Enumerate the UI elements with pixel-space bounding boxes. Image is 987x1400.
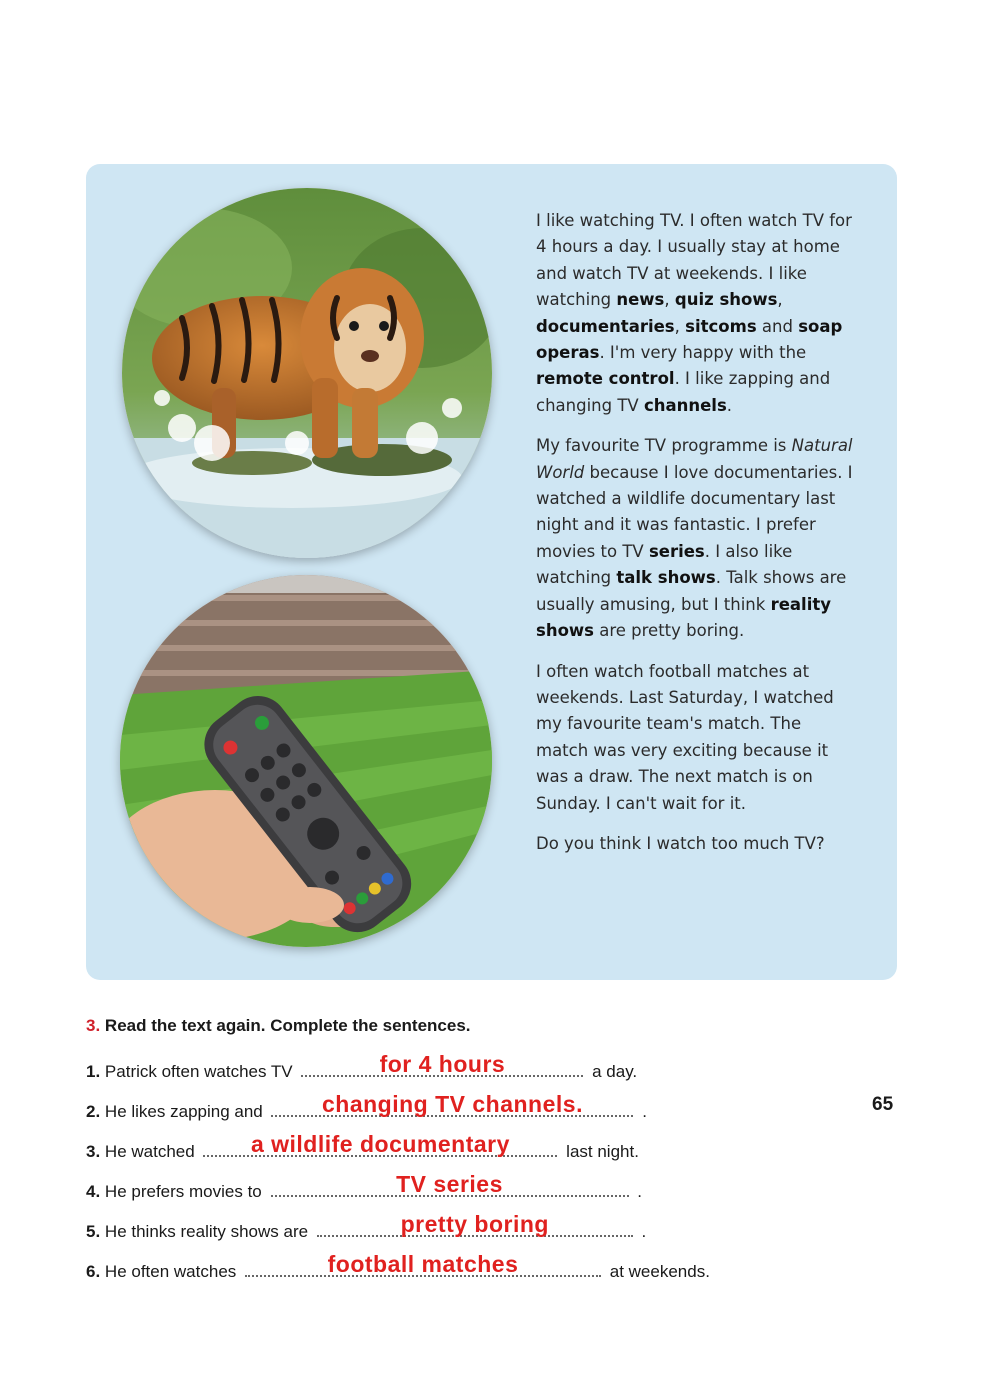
paragraph-1: I like watching TV. I often watch TV for 4 hours a day. I usually stay at home and watch TV at weekends. I like watching news, quiz shows, documentaries, sitcoms and soap operas. I'm very happy with the remote control. I like zapping and changing TV channels. bbox=[536, 211, 852, 415]
remote-control-photo bbox=[120, 575, 492, 947]
paragraph-4: Do you think I watch too much TV? bbox=[536, 833, 825, 853]
exercise-item-1: 1. Patrick often watches TV for 4 hours a day. bbox=[86, 1051, 638, 1081]
answer-text: changing TV channels. bbox=[321, 1091, 583, 1117]
exercise-heading bbox=[86, 1016, 471, 1036]
exercise-item-5: 5. He thinks reality shows are pretty boring . bbox=[86, 1211, 647, 1241]
answer-text: TV series bbox=[396, 1171, 503, 1197]
reading-text bbox=[536, 208, 856, 871]
answer-text: for 4 hours bbox=[379, 1051, 506, 1077]
paragraph-3: I often watch football matches at weekends. Last Saturday, I watched my favourite team's match. The match was very exciting because it was a draw. The next match is on Sunday. I can't wait for it. bbox=[536, 661, 834, 813]
exercise-item-4: 4. He prefers movies to TV series . bbox=[86, 1171, 642, 1201]
answer-text: football matches bbox=[327, 1251, 519, 1277]
paragraph-2: My favourite TV programme is Natural World because I love documentaries. I watched a wildlife documentary last night and it was fantastic. I prefer movies to TV series. I also like watching talk shows. Talk shows are usually amusing, but I think reality shows are pretty boring. bbox=[536, 436, 853, 641]
page-number: 65 bbox=[872, 1094, 894, 1115]
answer-blank[interactable] bbox=[245, 1251, 601, 1277]
exercise-item-2: 2. He likes zapping and changing TV channels. . bbox=[86, 1091, 647, 1121]
answer-blank[interactable] bbox=[317, 1211, 633, 1237]
answer-text: a wildlife documentary bbox=[250, 1131, 510, 1157]
exercise-number: 3. bbox=[86, 1016, 101, 1035]
exercise-item-6: 6. He often watches football matches at weekends. bbox=[86, 1251, 710, 1281]
answer-text: pretty boring bbox=[400, 1211, 549, 1237]
exercise-item-3: 3. He watched a wildlife documentary last night. bbox=[86, 1131, 639, 1161]
exercise-instruction: Read the text again. Complete the sentences. bbox=[104, 1016, 471, 1035]
answer-blank[interactable] bbox=[301, 1051, 583, 1077]
tiger-photo bbox=[122, 188, 492, 558]
